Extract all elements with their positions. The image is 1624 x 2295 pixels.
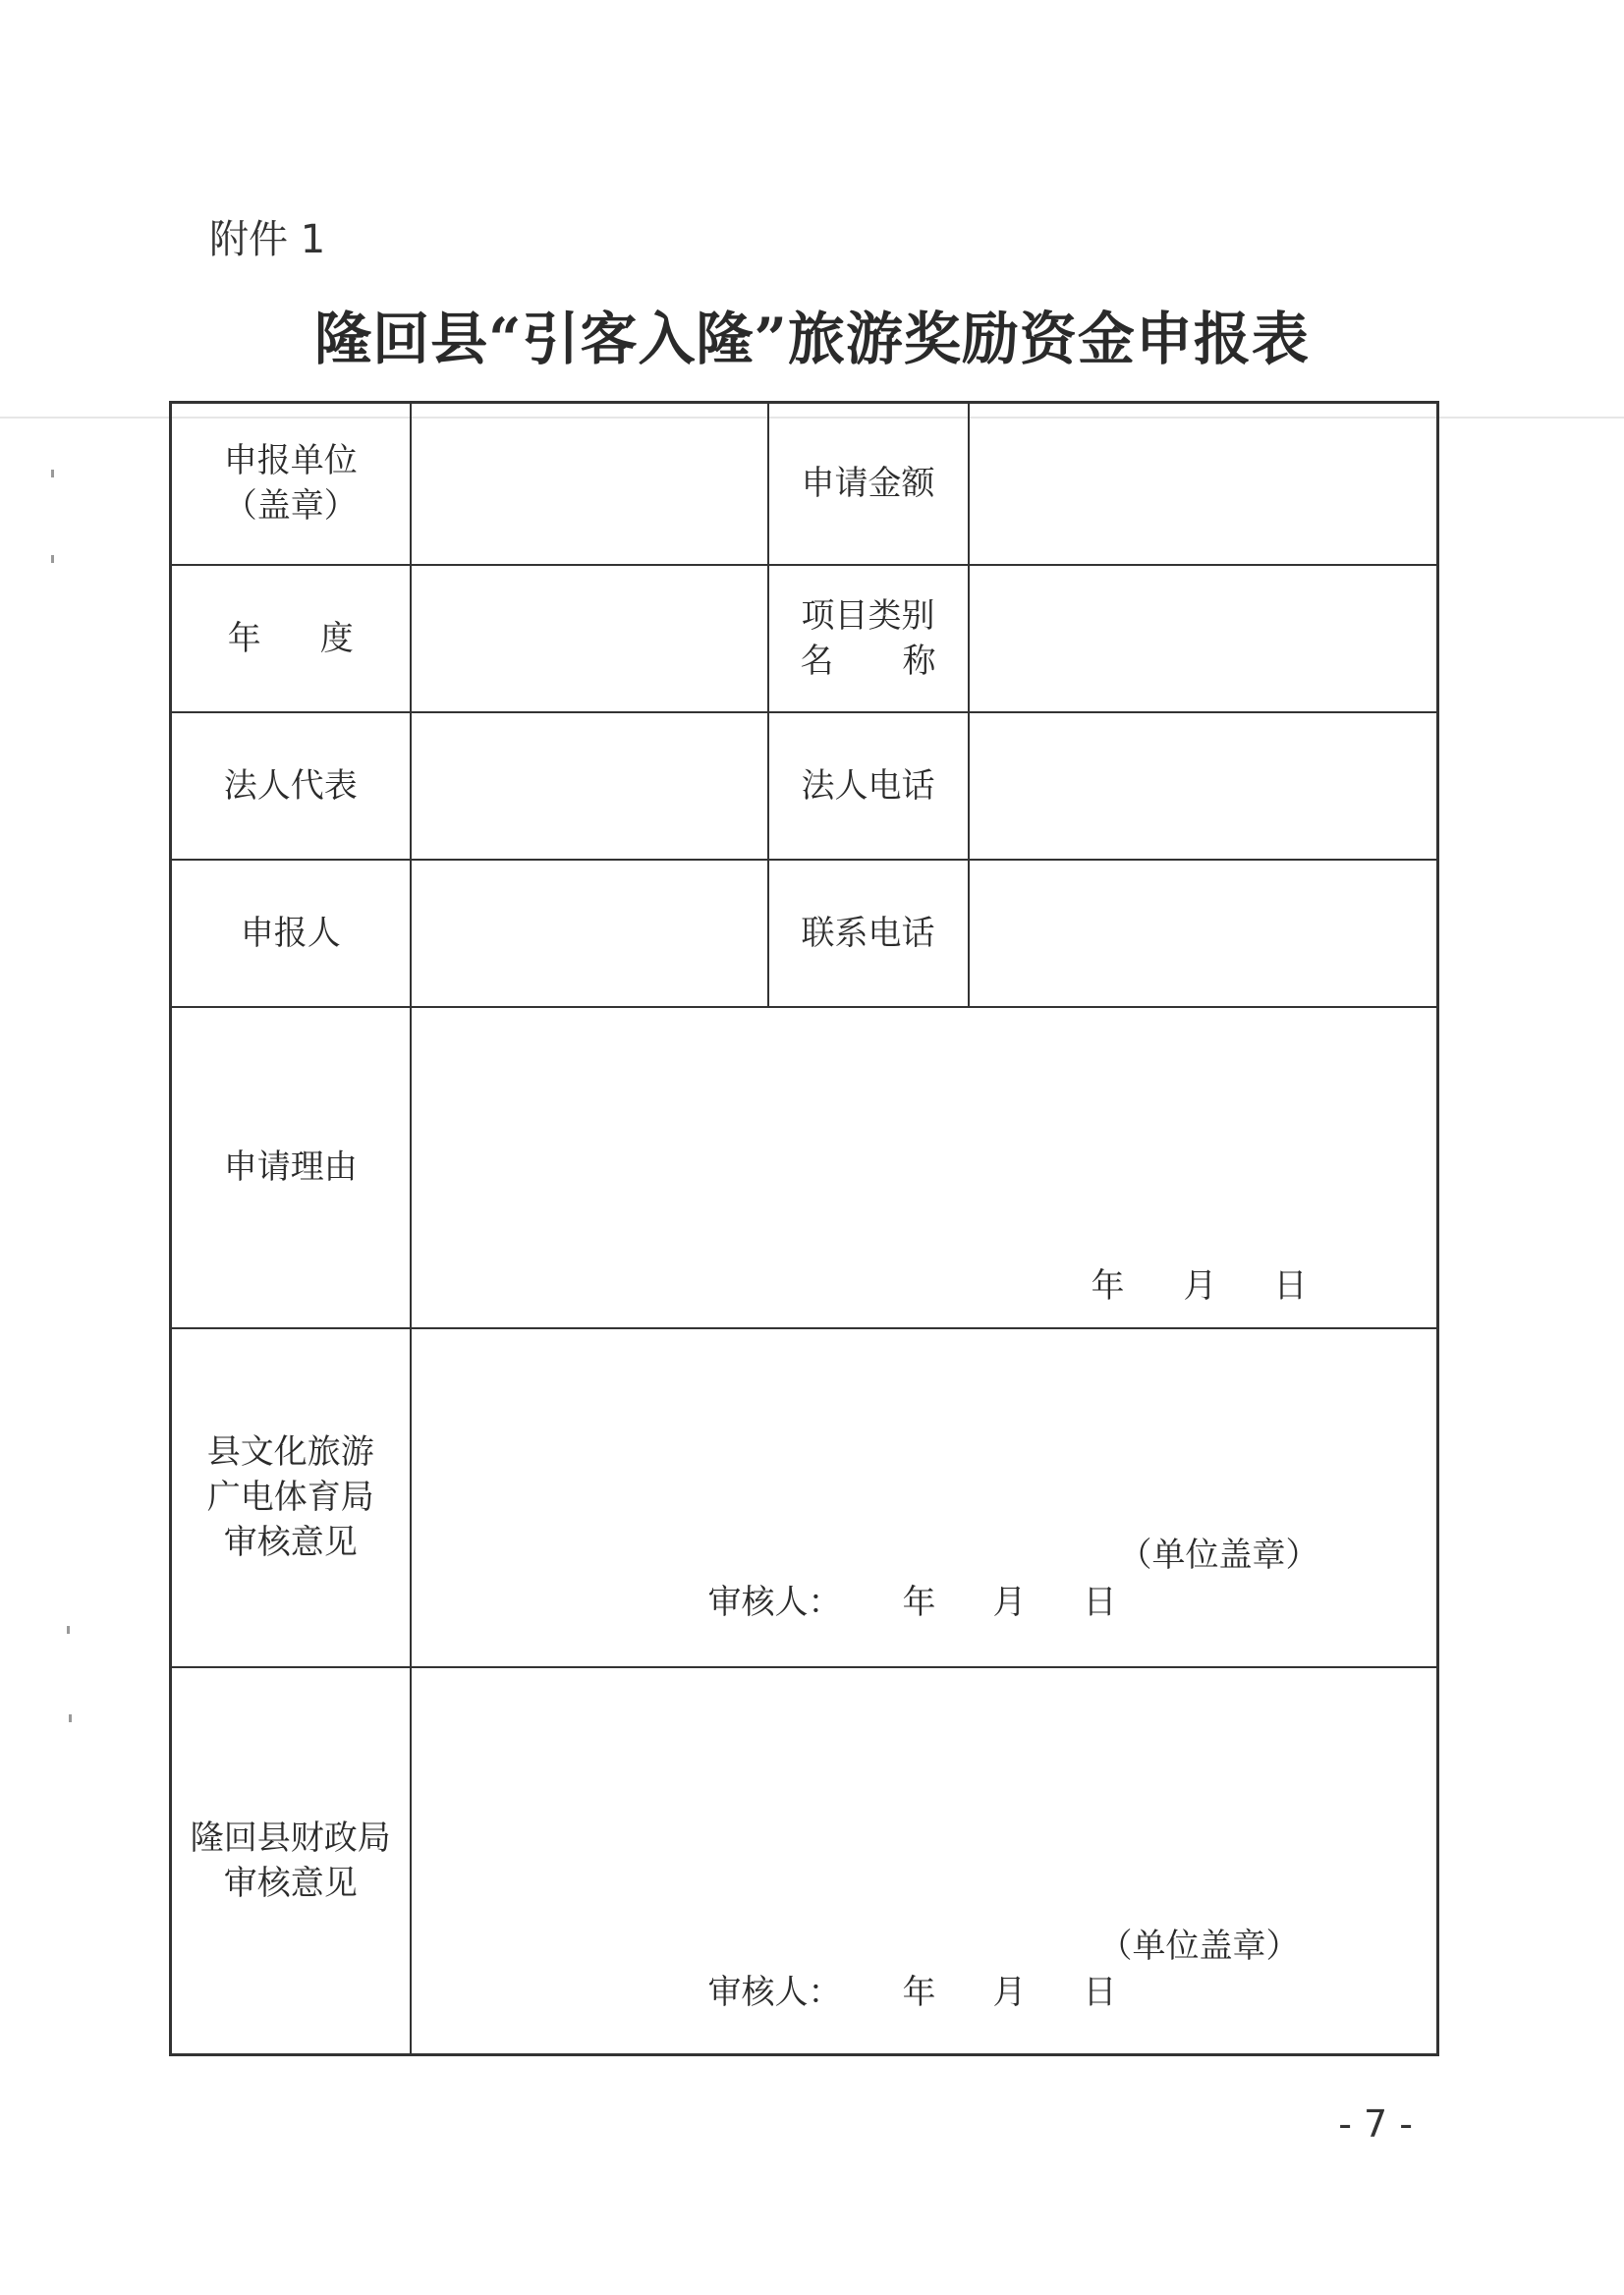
page-number: - 7 - <box>1338 2102 1413 2146</box>
project-name-label-char-1: 名 <box>800 641 834 681</box>
finance-date-year: 年 <box>902 1972 936 2012</box>
legal-phone-field[interactable] <box>969 712 1438 860</box>
reason-date-year: 年 <box>1091 1265 1125 1306</box>
legal-phone-label-cell <box>768 712 969 860</box>
contact-phone-label-cell <box>768 860 969 1007</box>
apply-amount-label-cell <box>768 403 969 565</box>
culture-reviewer-date <box>708 1575 1117 1623</box>
finance-seal-note: （单位盖章） <box>1098 1926 1300 1966</box>
applicant-unit-field[interactable] <box>411 403 768 565</box>
culture-review-label-cell <box>171 1328 411 1667</box>
applicant-unit-seal-note: （盖章） <box>223 486 358 527</box>
culture-date-month: 月 <box>992 1582 1027 1622</box>
legal-phone-label: 法人电话 <box>801 765 935 806</box>
reason-date <box>1092 1259 1308 1307</box>
row-finance-review <box>171 1667 1438 2055</box>
project-name-label-char-2: 称 <box>902 641 936 681</box>
finance-reviewer-date <box>708 1965 1117 2013</box>
finance-review-label-line-1: 隆回县财政局 <box>190 1818 391 1858</box>
finance-date-month: 月 <box>992 1972 1027 2012</box>
year-field[interactable] <box>411 565 768 712</box>
reason-date-day: 日 <box>1273 1265 1308 1306</box>
contact-phone-field[interactable] <box>969 860 1438 1007</box>
culture-seal-note: （单位盖章） <box>1118 1535 1319 1575</box>
reason-label-cell <box>171 1007 411 1328</box>
declarant-field[interactable] <box>411 860 768 1007</box>
row-legal-rep <box>171 712 1438 860</box>
row-culture-review <box>171 1328 1438 1667</box>
row-year <box>171 565 1438 712</box>
scan-speck <box>67 1626 70 1634</box>
scan-speck <box>51 470 54 477</box>
row-declarant <box>171 860 1438 1007</box>
culture-reviewer-label: 审核人： <box>707 1582 842 1622</box>
legal-rep-label: 法人代表 <box>223 765 358 806</box>
project-category-field[interactable] <box>969 565 1438 712</box>
contact-phone-label: 联系电话 <box>801 913 935 953</box>
year-label-char-1: 年 <box>227 618 261 658</box>
legal-rep-label-cell <box>171 712 411 860</box>
year-label-char-2: 度 <box>319 618 354 658</box>
finance-date-day: 日 <box>1083 1972 1117 2012</box>
apply-amount-label: 申请金额 <box>801 464 935 504</box>
row-applicant-unit <box>171 403 1438 565</box>
legal-rep-field[interactable] <box>411 712 768 860</box>
culture-review-field[interactable] <box>411 1328 1438 1667</box>
apply-amount-field[interactable] <box>969 403 1438 565</box>
project-category-label-cell <box>768 565 969 712</box>
declarant-label-cell <box>171 860 411 1007</box>
finance-review-field[interactable] <box>411 1667 1438 2055</box>
finance-review-label-cell <box>171 1667 411 2055</box>
form-title: 隆回县“引客入隆”旅游奖励资金申报表 <box>314 306 1310 372</box>
reason-field[interactable] <box>411 1007 1438 1328</box>
scan-speck <box>51 555 54 563</box>
culture-review-label-line-3: 审核意见 <box>223 1523 358 1562</box>
culture-review-label-line-2: 广电体育局 <box>206 1478 374 1517</box>
finance-review-label-line-2: 审核意见 <box>223 1863 358 1903</box>
project-category-label: 项目类别 <box>801 595 935 636</box>
attachment-label: 附件 1 <box>209 217 326 262</box>
application-form-table <box>169 401 1439 2056</box>
culture-date-year: 年 <box>902 1582 936 1622</box>
row-reason <box>171 1007 1438 1328</box>
reason-date-month: 月 <box>1183 1265 1217 1306</box>
year-label-cell <box>171 565 411 712</box>
applicant-unit-label-cell <box>171 403 411 565</box>
applicant-unit-label: 申报单位 <box>223 441 358 481</box>
declarant-label: 申报人 <box>240 913 341 953</box>
culture-date-day: 日 <box>1083 1582 1117 1622</box>
finance-reviewer-label: 审核人： <box>707 1972 842 2012</box>
culture-review-label-line-1: 县文化旅游 <box>206 1432 374 1472</box>
reason-label: 申请理由 <box>223 1148 358 1187</box>
scan-speck <box>69 1714 72 1722</box>
